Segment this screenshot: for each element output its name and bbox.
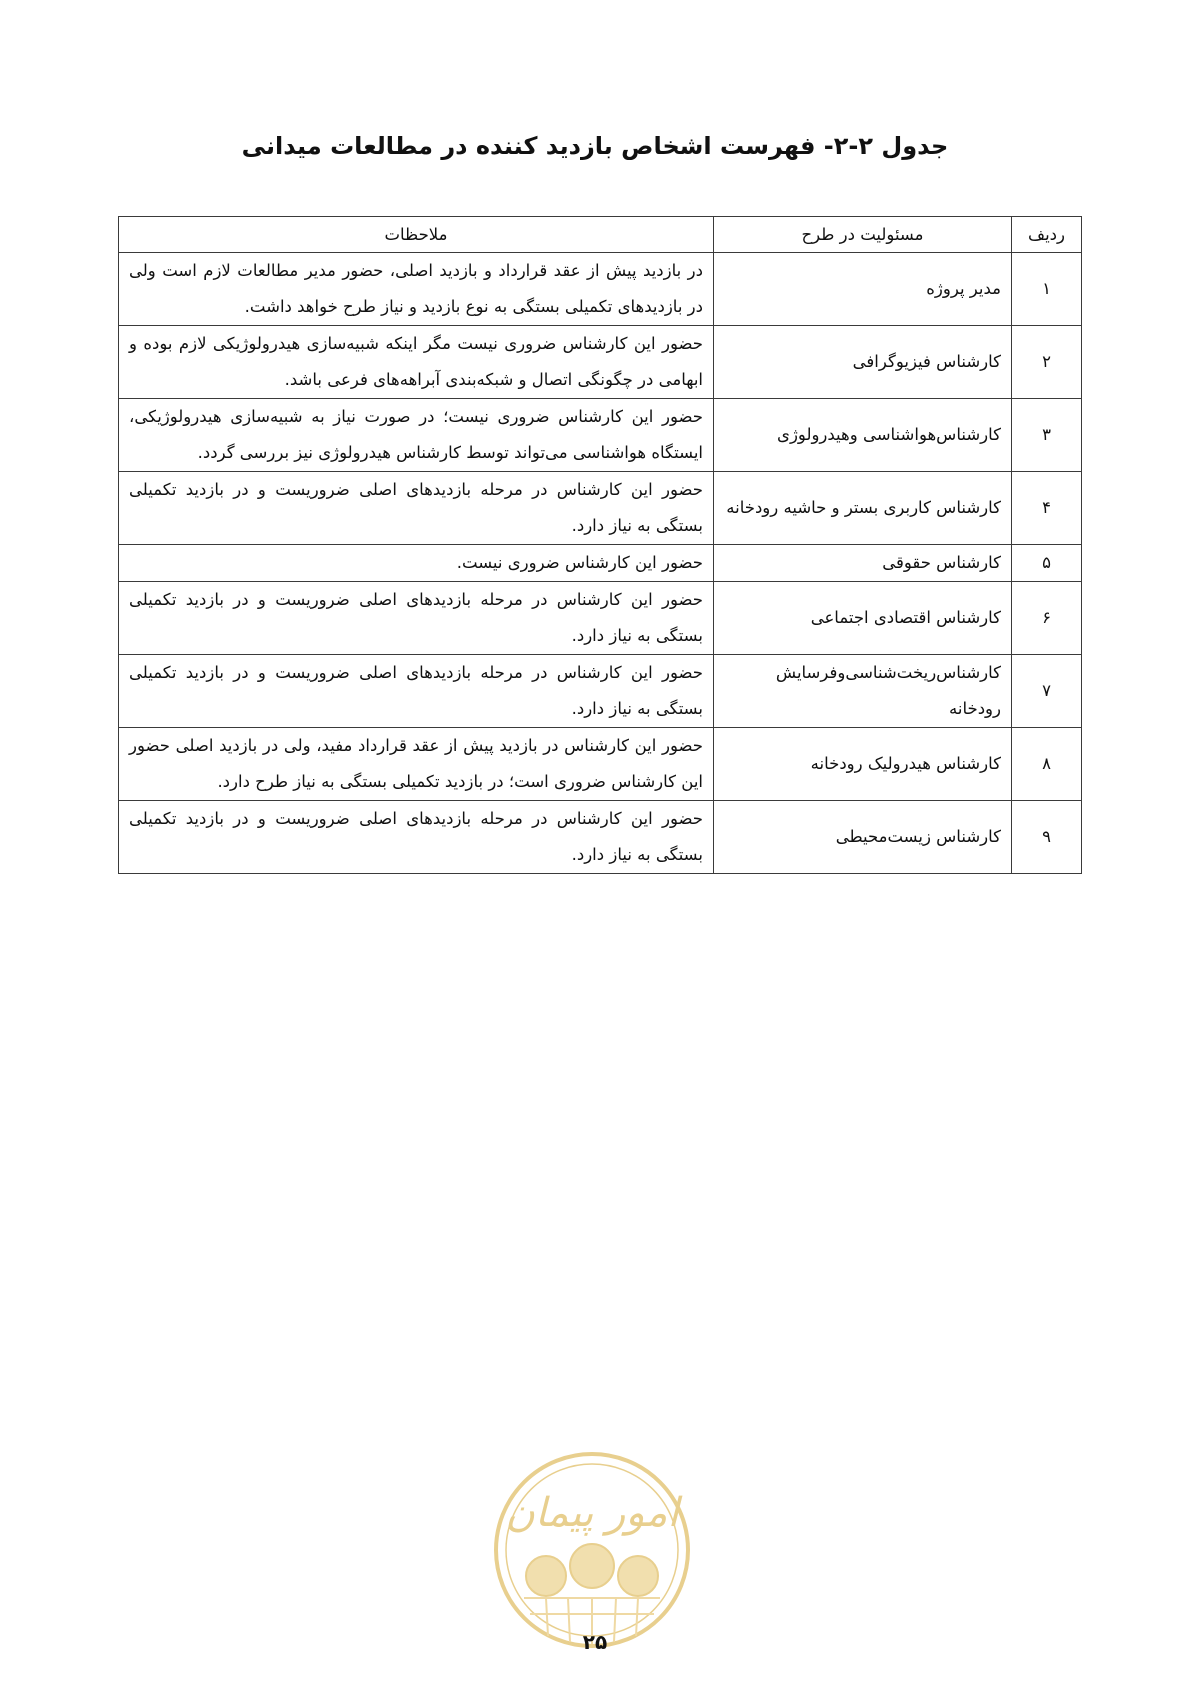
row-role: کارشناس زیست‌محیطی <box>714 801 1012 874</box>
row-index: ۷ <box>1012 655 1082 728</box>
table-header-row <box>119 217 1082 253</box>
watermark-logo <box>490 1448 694 1652</box>
row-role: کارشناس فیزیوگرافی <box>714 326 1012 399</box>
row-index: ۹ <box>1012 801 1082 874</box>
row-notes: حضور این کارشناس در مرحله بازدیدهای اصلی ضروریست و در بازدید تکمیلی بستگی به نیاز دارد. <box>119 801 714 874</box>
row-role: کارشناس هیدرولیک رودخانه <box>714 728 1012 801</box>
row-notes: حضور این کارشناس ضروری نیست؛ در صورت نیاز به شبیه‌سازی هیدرولوژیکی، ایستگاه هواشناسی می‌تواند توسط کارشناس هیدرولوژی نیز بررسی گردد. <box>119 399 714 472</box>
table-row <box>119 582 1082 655</box>
page-title: جدول ۲-۲- فهرست اشخاص بازدید کننده در مطالعات میدانی <box>241 132 949 160</box>
row-notes: در بازدید پیش از عقد قرارداد و بازدید اصلی، حضور مدیر مطالعات لازم است ولی در بازدیدهای تکمیلی بستگی به نوع بازدید و نیاز طرح خواهد داشت. <box>119 253 714 326</box>
table-row <box>119 326 1082 399</box>
row-notes: حضور این کارشناس در بازدید پیش از عقد قرارداد مفید، ولی در بازدید اصلی حضور این کارشناس ضروری است؛ در بازدید تکمیلی بستگی به نیاز طرح دارد. <box>119 728 714 801</box>
row-index: ۶ <box>1012 582 1082 655</box>
header-role: مسئولیت در طرح <box>714 217 1012 253</box>
table-row <box>119 655 1082 728</box>
visitors-table <box>118 216 1082 874</box>
row-notes: حضور این کارشناس در مرحله بازدیدهای اصلی ضروریست و در بازدید تکمیلی بستگی به نیاز دارد. <box>119 472 714 545</box>
header-index: ردیف <box>1012 217 1082 253</box>
row-index: ۸ <box>1012 728 1082 801</box>
row-role: کارشناس کاربری بستر و حاشیه رودخانه <box>714 472 1012 545</box>
table-row <box>119 728 1082 801</box>
row-role: کارشناس حقوقی <box>714 545 1012 582</box>
row-notes: حضور این کارشناس ضروری نیست مگر اینکه شبیه‌سازی هیدرولوژیکی لازم بوده و ابهامی در چگونگی اتصال و شبکه‌بندی آبراهه‌های فرعی باشد. <box>119 326 714 399</box>
watermark-logo-text: امور پیمان <box>505 1490 679 1536</box>
row-notes: حضور این کارشناس در مرحله بازدیدهای اصلی ضروریست و در بازدید تکمیلی بستگی به نیاز دارد. <box>119 655 714 728</box>
row-role: کارشناس اقتصادی اجتماعی <box>714 582 1012 655</box>
row-index: ۱ <box>1012 253 1082 326</box>
row-notes: حضور این کارشناس در مرحله بازدیدهای اصلی ضروریست و در بازدید تکمیلی بستگی به نیاز دارد. <box>119 582 714 655</box>
header-notes: ملاحظات <box>119 217 714 253</box>
page-number: ۲۵ <box>582 1630 608 1654</box>
table-row <box>119 253 1082 326</box>
row-role: کارشناس‌هواشناسی وهیدرولوژی <box>714 399 1012 472</box>
row-index: ۵ <box>1012 545 1082 582</box>
row-index: ۴ <box>1012 472 1082 545</box>
table-body <box>119 253 1082 874</box>
table-row <box>119 801 1082 874</box>
row-notes: حضور این کارشناس ضروری نیست. <box>119 545 714 582</box>
table-row <box>119 472 1082 545</box>
table-row <box>119 399 1082 472</box>
row-index: ۳ <box>1012 399 1082 472</box>
table-row <box>119 545 1082 582</box>
row-role: مدیر پروژه <box>714 253 1012 326</box>
row-role: کارشناس‌ریخت‌شناسی‌وفرسایش رودخانه <box>714 655 1012 728</box>
row-index: ۲ <box>1012 326 1082 399</box>
